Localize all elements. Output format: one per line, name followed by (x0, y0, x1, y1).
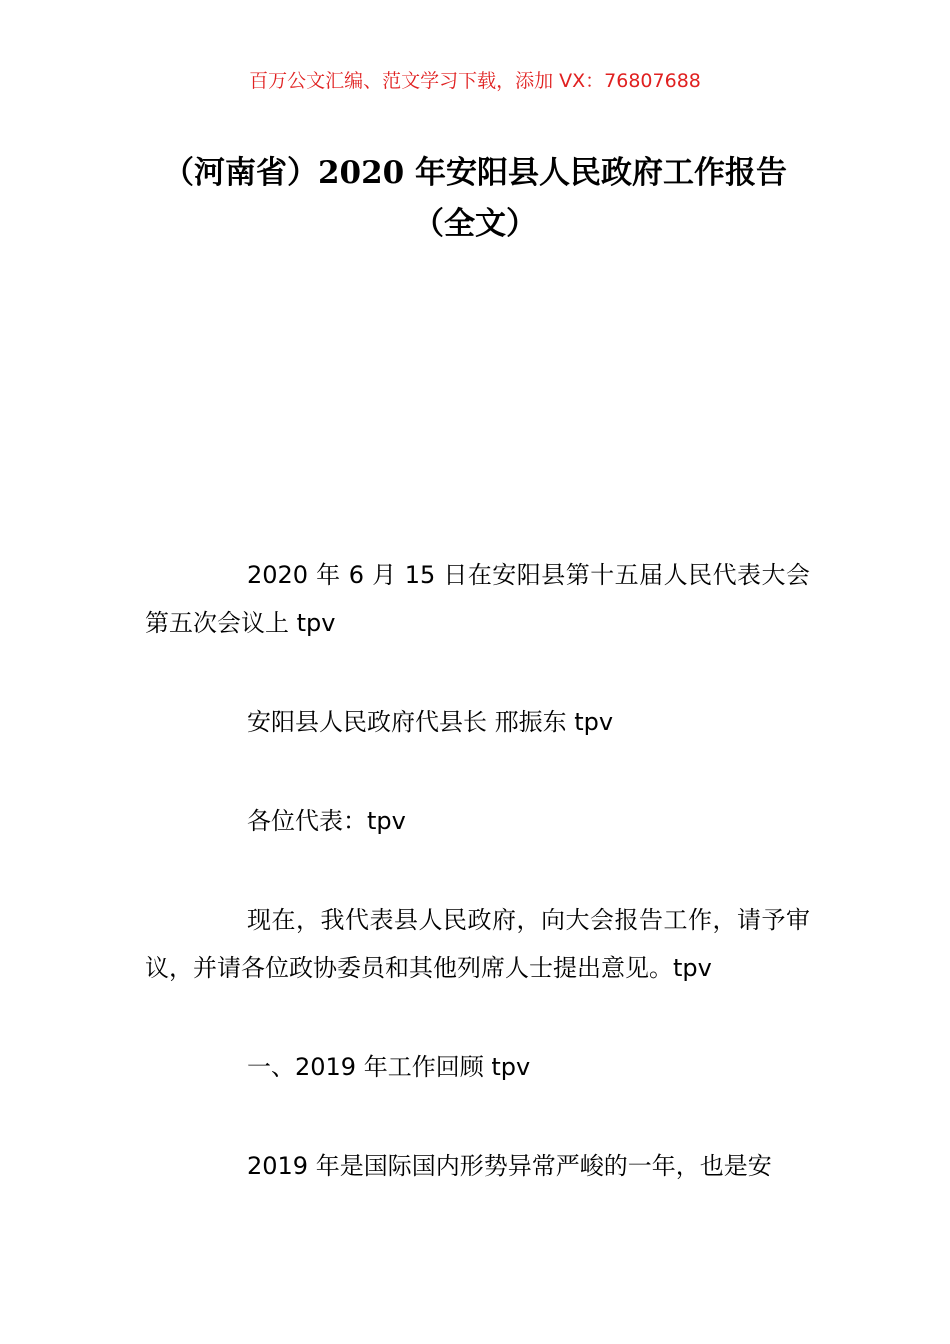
header-watermark-note: 百万公文汇编、范文学习下载，添加 VX：76807688 (249, 70, 701, 92)
paragraph-intro: 现在，我代表县人民政府，向大会报告工作，请予审议，并请各位政协委员和其他列席人士提出意见。tpv (145, 906, 810, 982)
paragraph-speaker: 安阳县人民政府代县长 邢振东 tpv (247, 708, 614, 736)
document-title: （河南省）2020 年安阳县人民政府工作报告（全文） (162, 155, 788, 242)
paragraph-meeting-info: 2020 年 6 月 15 日在安阳县第十五届人民代表大会第五次会议上 tpv (145, 561, 810, 637)
section-heading-review: 一、2019 年工作回顾 tpv (247, 1053, 531, 1081)
paragraph-review-start: 2019 年是国际国内形势异常严峻的一年，也是安 (247, 1152, 772, 1180)
paragraph-salutation: 各位代表：tpv (247, 807, 406, 835)
document-body (145, 551, 810, 1241)
